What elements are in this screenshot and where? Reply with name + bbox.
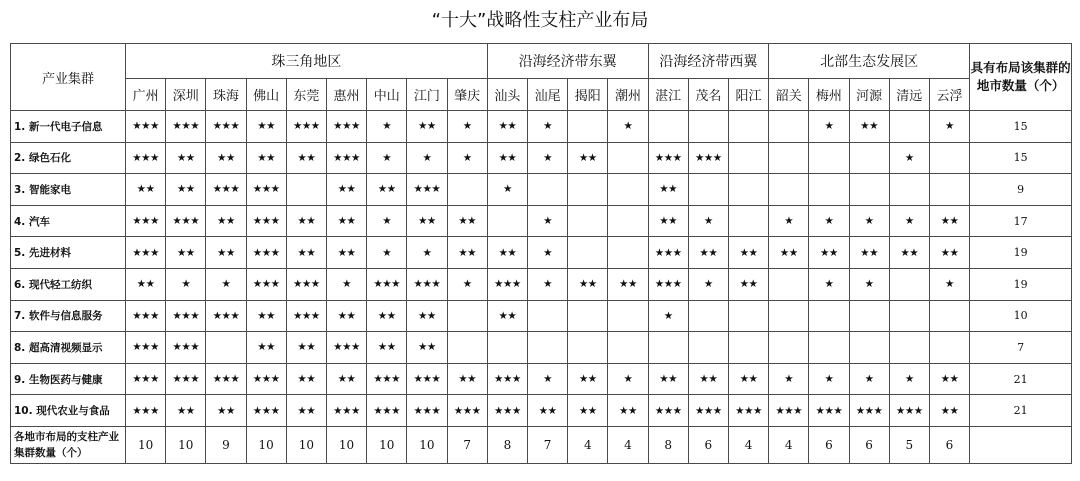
city-industry-count: 7 — [528, 426, 568, 463]
region-header: 珠三角地区 — [126, 44, 488, 79]
footer-empty-cell — [970, 426, 1072, 463]
star-rating-cell: ★ — [809, 363, 849, 395]
star-rating-cell: ★★ — [367, 174, 407, 206]
star-rating-cell: ★★ — [568, 142, 608, 174]
city-header: 惠州 — [326, 79, 366, 111]
star-rating-cell — [929, 174, 969, 206]
city-header: 潮州 — [608, 79, 648, 111]
city-header: 江门 — [407, 79, 447, 111]
star-rating-cell: ★★ — [326, 205, 366, 237]
table-row — [11, 363, 1072, 395]
star-rating-cell: ★ — [849, 268, 889, 300]
city-count-cell: 21 — [970, 363, 1072, 395]
city-header: 汕尾 — [528, 79, 568, 111]
star-rating-cell: ★ — [447, 111, 487, 143]
star-rating-cell: ★ — [769, 363, 809, 395]
city-count-cell: 21 — [970, 395, 1072, 427]
star-rating-cell: ★★★ — [326, 111, 366, 143]
industry-name: 1. 新一代电子信息 — [11, 111, 126, 143]
star-rating-cell: ★★★ — [407, 174, 447, 206]
city-count-cell: 10 — [970, 300, 1072, 332]
star-rating-cell: ★★ — [648, 205, 688, 237]
star-rating-cell — [889, 174, 929, 206]
star-rating-cell: ★★★ — [367, 268, 407, 300]
star-rating-cell: ★ — [367, 142, 407, 174]
star-rating-cell — [929, 332, 969, 364]
table-row — [11, 300, 1072, 332]
star-rating-cell: ★★ — [286, 142, 326, 174]
star-rating-cell: ★ — [528, 268, 568, 300]
city-count-cell: 19 — [970, 237, 1072, 269]
star-rating-cell: ★★ — [407, 332, 447, 364]
star-rating-cell: ★★★ — [326, 142, 366, 174]
star-rating-cell: ★★ — [728, 363, 768, 395]
city-industry-count: 10 — [286, 426, 326, 463]
star-rating-cell: ★★★ — [487, 363, 527, 395]
star-rating-cell: ★★★ — [166, 332, 206, 364]
city-count-cell: 15 — [970, 111, 1072, 143]
star-rating-cell: ★ — [608, 111, 648, 143]
star-rating-cell — [728, 174, 768, 206]
star-rating-cell: ★★★ — [166, 205, 206, 237]
city-header: 东莞 — [286, 79, 326, 111]
city-header: 梅州 — [809, 79, 849, 111]
star-rating-cell — [568, 332, 608, 364]
star-rating-cell: ★ — [849, 363, 889, 395]
star-rating-cell: ★★★ — [286, 111, 326, 143]
star-rating-cell: ★★ — [929, 205, 969, 237]
star-rating-cell: ★★★ — [166, 111, 206, 143]
star-rating-cell: ★★★ — [206, 174, 246, 206]
star-rating-cell: ★★ — [809, 237, 849, 269]
star-rating-cell: ★★ — [487, 111, 527, 143]
star-rating-cell — [809, 300, 849, 332]
star-rating-cell: ★ — [809, 268, 849, 300]
star-rating-cell: ★ — [206, 268, 246, 300]
city-industry-count: 4 — [608, 426, 648, 463]
city-header: 广州 — [126, 79, 166, 111]
star-rating-cell: ★★★ — [648, 395, 688, 427]
city-industry-count: 10 — [126, 426, 166, 463]
city-header: 湛江 — [648, 79, 688, 111]
city-industry-count: 10 — [166, 426, 206, 463]
star-rating-cell: ★★★ — [286, 300, 326, 332]
city-header: 茂名 — [688, 79, 728, 111]
city-industry-count: 7 — [447, 426, 487, 463]
star-rating-cell: ★★ — [246, 332, 286, 364]
star-rating-cell — [849, 142, 889, 174]
star-rating-cell: ★★ — [728, 268, 768, 300]
star-rating-cell: ★★★ — [126, 142, 166, 174]
star-rating-cell: ★★★ — [648, 142, 688, 174]
star-rating-cell — [528, 332, 568, 364]
star-rating-cell: ★ — [447, 268, 487, 300]
star-rating-cell: ★ — [849, 205, 889, 237]
city-industry-count: 8 — [487, 426, 527, 463]
star-rating-cell: ★★★ — [728, 395, 768, 427]
star-rating-cell — [849, 174, 889, 206]
star-rating-cell: ★★ — [286, 395, 326, 427]
star-rating-cell: ★★ — [286, 332, 326, 364]
city-industry-count: 8 — [648, 426, 688, 463]
region-header: 沿海经济带西翼 — [648, 44, 769, 79]
star-rating-cell: ★★★ — [126, 332, 166, 364]
star-rating-cell: ★ — [809, 205, 849, 237]
star-rating-cell: ★★ — [246, 300, 286, 332]
star-rating-cell — [849, 300, 889, 332]
star-rating-cell: ★★★ — [206, 363, 246, 395]
star-rating-cell: ★★★ — [126, 395, 166, 427]
star-rating-cell: ★★★ — [246, 395, 286, 427]
star-rating-cell — [688, 111, 728, 143]
star-rating-cell: ★★ — [769, 237, 809, 269]
star-rating-cell — [889, 268, 929, 300]
star-rating-cell — [286, 174, 326, 206]
star-rating-cell: ★ — [688, 205, 728, 237]
city-header: 汕头 — [487, 79, 527, 111]
star-rating-cell: ★★ — [126, 174, 166, 206]
star-rating-cell: ★ — [367, 205, 407, 237]
industry-name: 4. 汽车 — [11, 205, 126, 237]
star-rating-cell: ★ — [528, 205, 568, 237]
star-rating-cell: ★★★ — [326, 395, 366, 427]
star-rating-cell — [728, 205, 768, 237]
star-rating-cell: ★★★ — [407, 268, 447, 300]
star-rating-cell: ★ — [326, 268, 366, 300]
star-rating-cell: ★★★ — [246, 205, 286, 237]
star-rating-cell: ★ — [889, 363, 929, 395]
industry-name: 3. 智能家电 — [11, 174, 126, 206]
star-rating-cell: ★★★ — [166, 300, 206, 332]
city-header: 云浮 — [929, 79, 969, 111]
star-rating-cell: ★★ — [206, 205, 246, 237]
star-rating-cell: ★★★ — [407, 395, 447, 427]
star-rating-cell — [447, 332, 487, 364]
star-rating-cell — [206, 332, 246, 364]
star-rating-cell: ★ — [447, 142, 487, 174]
star-rating-cell: ★★ — [166, 174, 206, 206]
star-rating-cell — [688, 332, 728, 364]
table-row — [11, 332, 1072, 364]
industry-name: 5. 先进材料 — [11, 237, 126, 269]
city-industry-count: 4 — [728, 426, 768, 463]
city-industry-count: 10 — [326, 426, 366, 463]
city-header: 佛山 — [246, 79, 286, 111]
city-industry-count: 6 — [929, 426, 969, 463]
star-rating-cell — [608, 205, 648, 237]
star-rating-cell: ★★ — [849, 111, 889, 143]
star-rating-cell — [728, 300, 768, 332]
star-rating-cell: ★★★ — [688, 142, 728, 174]
city-header: 揭阳 — [568, 79, 608, 111]
city-count-cell: 17 — [970, 205, 1072, 237]
city-header: 深圳 — [166, 79, 206, 111]
star-rating-cell: ★ — [407, 237, 447, 269]
star-rating-cell: ★★★ — [126, 300, 166, 332]
star-rating-cell: ★★ — [326, 300, 366, 332]
table-row — [11, 268, 1072, 300]
star-rating-cell — [809, 332, 849, 364]
star-rating-cell — [889, 300, 929, 332]
star-rating-cell: ★★ — [929, 237, 969, 269]
star-rating-cell: ★★ — [367, 332, 407, 364]
star-rating-cell — [608, 237, 648, 269]
star-rating-cell: ★★ — [929, 363, 969, 395]
star-rating-cell: ★★★ — [809, 395, 849, 427]
star-rating-cell — [769, 174, 809, 206]
star-rating-cell: ★★ — [728, 237, 768, 269]
star-rating-cell: ★★ — [447, 205, 487, 237]
industry-name: 9. 生物医药与健康 — [11, 363, 126, 395]
star-rating-cell — [929, 300, 969, 332]
table-body — [11, 111, 1072, 427]
star-rating-cell: ★★★ — [126, 111, 166, 143]
star-rating-cell — [568, 237, 608, 269]
star-rating-cell: ★★★ — [126, 205, 166, 237]
star-rating-cell: ★★★ — [326, 332, 366, 364]
star-rating-cell: ★★ — [487, 300, 527, 332]
industry-name: 8. 超高清视频显示 — [11, 332, 126, 364]
star-rating-cell — [648, 332, 688, 364]
city-header: 韶关 — [769, 79, 809, 111]
star-rating-cell: ★ — [528, 111, 568, 143]
column-header-total: 具有布局该集群的地市数量（个） — [970, 44, 1072, 111]
table-row — [11, 111, 1072, 143]
star-rating-cell: ★ — [608, 363, 648, 395]
star-rating-cell: ★★★ — [246, 237, 286, 269]
star-rating-cell: ★★ — [568, 363, 608, 395]
star-rating-cell — [769, 268, 809, 300]
star-rating-cell — [648, 111, 688, 143]
star-rating-cell — [568, 174, 608, 206]
city-header: 中山 — [367, 79, 407, 111]
star-rating-cell: ★ — [809, 111, 849, 143]
table-row — [11, 237, 1072, 269]
city-industry-count: 10 — [246, 426, 286, 463]
star-rating-cell — [528, 300, 568, 332]
star-rating-cell — [447, 300, 487, 332]
star-rating-cell: ★★ — [447, 237, 487, 269]
star-rating-cell: ★★ — [929, 395, 969, 427]
star-rating-cell — [608, 300, 648, 332]
star-rating-cell: ★★★ — [688, 395, 728, 427]
star-rating-cell — [487, 332, 527, 364]
star-rating-cell: ★★ — [246, 111, 286, 143]
star-rating-cell: ★ — [889, 142, 929, 174]
star-rating-cell: ★ — [929, 111, 969, 143]
city-count-cell: 9 — [970, 174, 1072, 206]
city-industry-count: 9 — [206, 426, 246, 463]
city-industry-count: 6 — [849, 426, 889, 463]
star-rating-cell: ★★★ — [246, 363, 286, 395]
star-rating-cell: ★★ — [206, 237, 246, 269]
star-rating-cell: ★★★ — [487, 268, 527, 300]
city-industry-count: 4 — [568, 426, 608, 463]
star-rating-cell: ★★★ — [487, 395, 527, 427]
city-count-cell: 19 — [970, 268, 1072, 300]
star-rating-cell: ★ — [528, 142, 568, 174]
star-rating-cell — [889, 332, 929, 364]
star-rating-cell: ★★ — [648, 363, 688, 395]
star-rating-cell: ★★ — [166, 142, 206, 174]
region-header-row — [11, 44, 1072, 79]
region-header: 沿海经济带东翼 — [487, 44, 648, 79]
city-industry-count: 10 — [367, 426, 407, 463]
star-rating-cell — [728, 332, 768, 364]
star-rating-cell: ★★ — [286, 205, 326, 237]
star-rating-cell: ★★★ — [648, 237, 688, 269]
star-rating-cell: ★★★ — [769, 395, 809, 427]
star-rating-cell — [769, 332, 809, 364]
star-rating-cell: ★★★ — [126, 363, 166, 395]
footer-label: 各地市布局的支柱产业集群数量（个） — [11, 426, 126, 463]
city-industry-count: 10 — [407, 426, 447, 463]
star-rating-cell: ★★ — [286, 237, 326, 269]
star-rating-cell: ★★ — [407, 111, 447, 143]
star-rating-cell: ★★ — [688, 363, 728, 395]
star-rating-cell — [608, 142, 648, 174]
star-rating-cell: ★ — [407, 142, 447, 174]
star-rating-cell — [568, 300, 608, 332]
star-rating-cell: ★★★ — [206, 300, 246, 332]
star-rating-cell: ★★ — [367, 300, 407, 332]
star-rating-cell: ★★ — [206, 395, 246, 427]
column-header-industry: 产业集群 — [11, 44, 126, 111]
star-rating-cell: ★★★ — [367, 395, 407, 427]
star-rating-cell: ★ — [929, 268, 969, 300]
star-rating-cell: ★★★ — [889, 395, 929, 427]
star-rating-cell: ★★ — [568, 395, 608, 427]
star-rating-cell — [487, 205, 527, 237]
star-rating-cell: ★★★ — [246, 268, 286, 300]
star-rating-cell — [688, 300, 728, 332]
star-rating-cell: ★ — [528, 363, 568, 395]
star-rating-cell: ★★ — [166, 237, 206, 269]
city-count-cell: 7 — [970, 332, 1072, 364]
table-row — [11, 142, 1072, 174]
star-rating-cell: ★ — [367, 237, 407, 269]
star-rating-cell: ★★★ — [367, 363, 407, 395]
city-header-row — [11, 79, 1072, 111]
star-rating-cell — [528, 174, 568, 206]
star-rating-cell — [769, 111, 809, 143]
star-rating-cell: ★★ — [487, 237, 527, 269]
star-rating-cell — [769, 300, 809, 332]
star-rating-cell — [769, 142, 809, 174]
city-industry-count: 4 — [769, 426, 809, 463]
star-rating-cell: ★★ — [286, 363, 326, 395]
city-header: 河源 — [849, 79, 889, 111]
star-rating-cell: ★★ — [447, 363, 487, 395]
star-rating-cell: ★★★ — [407, 363, 447, 395]
star-rating-cell — [929, 142, 969, 174]
star-rating-cell: ★★ — [326, 174, 366, 206]
star-rating-cell: ★★ — [889, 237, 929, 269]
star-rating-cell: ★★ — [608, 395, 648, 427]
star-rating-cell: ★★★ — [447, 395, 487, 427]
star-rating-cell: ★ — [367, 111, 407, 143]
star-rating-cell: ★★ — [407, 205, 447, 237]
region-header: 北部生态发展区 — [769, 44, 970, 79]
star-rating-cell: ★★ — [648, 174, 688, 206]
star-rating-cell: ★★★ — [849, 395, 889, 427]
industry-name: 6. 现代轻工纺织 — [11, 268, 126, 300]
star-rating-cell: ★★ — [326, 237, 366, 269]
star-rating-cell — [809, 174, 849, 206]
star-rating-cell — [889, 111, 929, 143]
star-rating-cell: ★ — [166, 268, 206, 300]
star-rating-cell — [568, 111, 608, 143]
star-rating-cell: ★★ — [849, 237, 889, 269]
star-rating-cell: ★ — [487, 174, 527, 206]
city-count-cell: 15 — [970, 142, 1072, 174]
page-title: “十大”战略性支柱产业布局 — [431, 10, 649, 31]
city-industry-count: 6 — [809, 426, 849, 463]
star-rating-cell: ★★★ — [126, 237, 166, 269]
star-rating-cell: ★★ — [166, 395, 206, 427]
star-rating-cell — [849, 332, 889, 364]
star-rating-cell — [728, 111, 768, 143]
star-rating-cell — [728, 142, 768, 174]
footer-row — [11, 426, 1072, 463]
star-rating-cell: ★ — [889, 205, 929, 237]
star-rating-cell: ★★★ — [286, 268, 326, 300]
star-rating-cell — [688, 174, 728, 206]
star-rating-cell: ★ — [769, 205, 809, 237]
city-industry-count: 6 — [688, 426, 728, 463]
star-rating-cell: ★★ — [608, 268, 648, 300]
star-rating-cell: ★★ — [326, 363, 366, 395]
city-header: 珠海 — [206, 79, 246, 111]
star-rating-cell: ★ — [648, 300, 688, 332]
star-rating-cell — [447, 174, 487, 206]
star-rating-cell: ★ — [688, 268, 728, 300]
city-header: 清远 — [889, 79, 929, 111]
city-industry-count: 5 — [889, 426, 929, 463]
industry-name: 10. 现代农业与食品 — [11, 395, 126, 427]
table-row — [11, 395, 1072, 427]
star-rating-cell: ★★ — [246, 142, 286, 174]
star-rating-cell: ★★★ — [246, 174, 286, 206]
city-header: 肇庆 — [447, 79, 487, 111]
star-rating-cell: ★★★ — [166, 363, 206, 395]
star-rating-cell — [568, 205, 608, 237]
star-rating-cell: ★ — [528, 237, 568, 269]
star-rating-cell: ★★★ — [648, 268, 688, 300]
star-rating-cell: ★★★ — [206, 111, 246, 143]
star-rating-cell: ★★ — [487, 142, 527, 174]
star-rating-cell — [608, 174, 648, 206]
industry-name: 2. 绿色石化 — [11, 142, 126, 174]
star-rating-cell — [608, 332, 648, 364]
industry-layout-table — [10, 43, 1072, 464]
star-rating-cell: ★★ — [407, 300, 447, 332]
star-rating-cell: ★★ — [528, 395, 568, 427]
star-rating-cell — [809, 142, 849, 174]
star-rating-cell: ★★ — [568, 268, 608, 300]
star-rating-cell: ★★ — [126, 268, 166, 300]
city-header: 阳江 — [728, 79, 768, 111]
star-rating-cell: ★★ — [206, 142, 246, 174]
table-row — [11, 205, 1072, 237]
table-row — [11, 174, 1072, 206]
industry-name: 7. 软件与信息服务 — [11, 300, 126, 332]
star-rating-cell: ★★ — [688, 237, 728, 269]
